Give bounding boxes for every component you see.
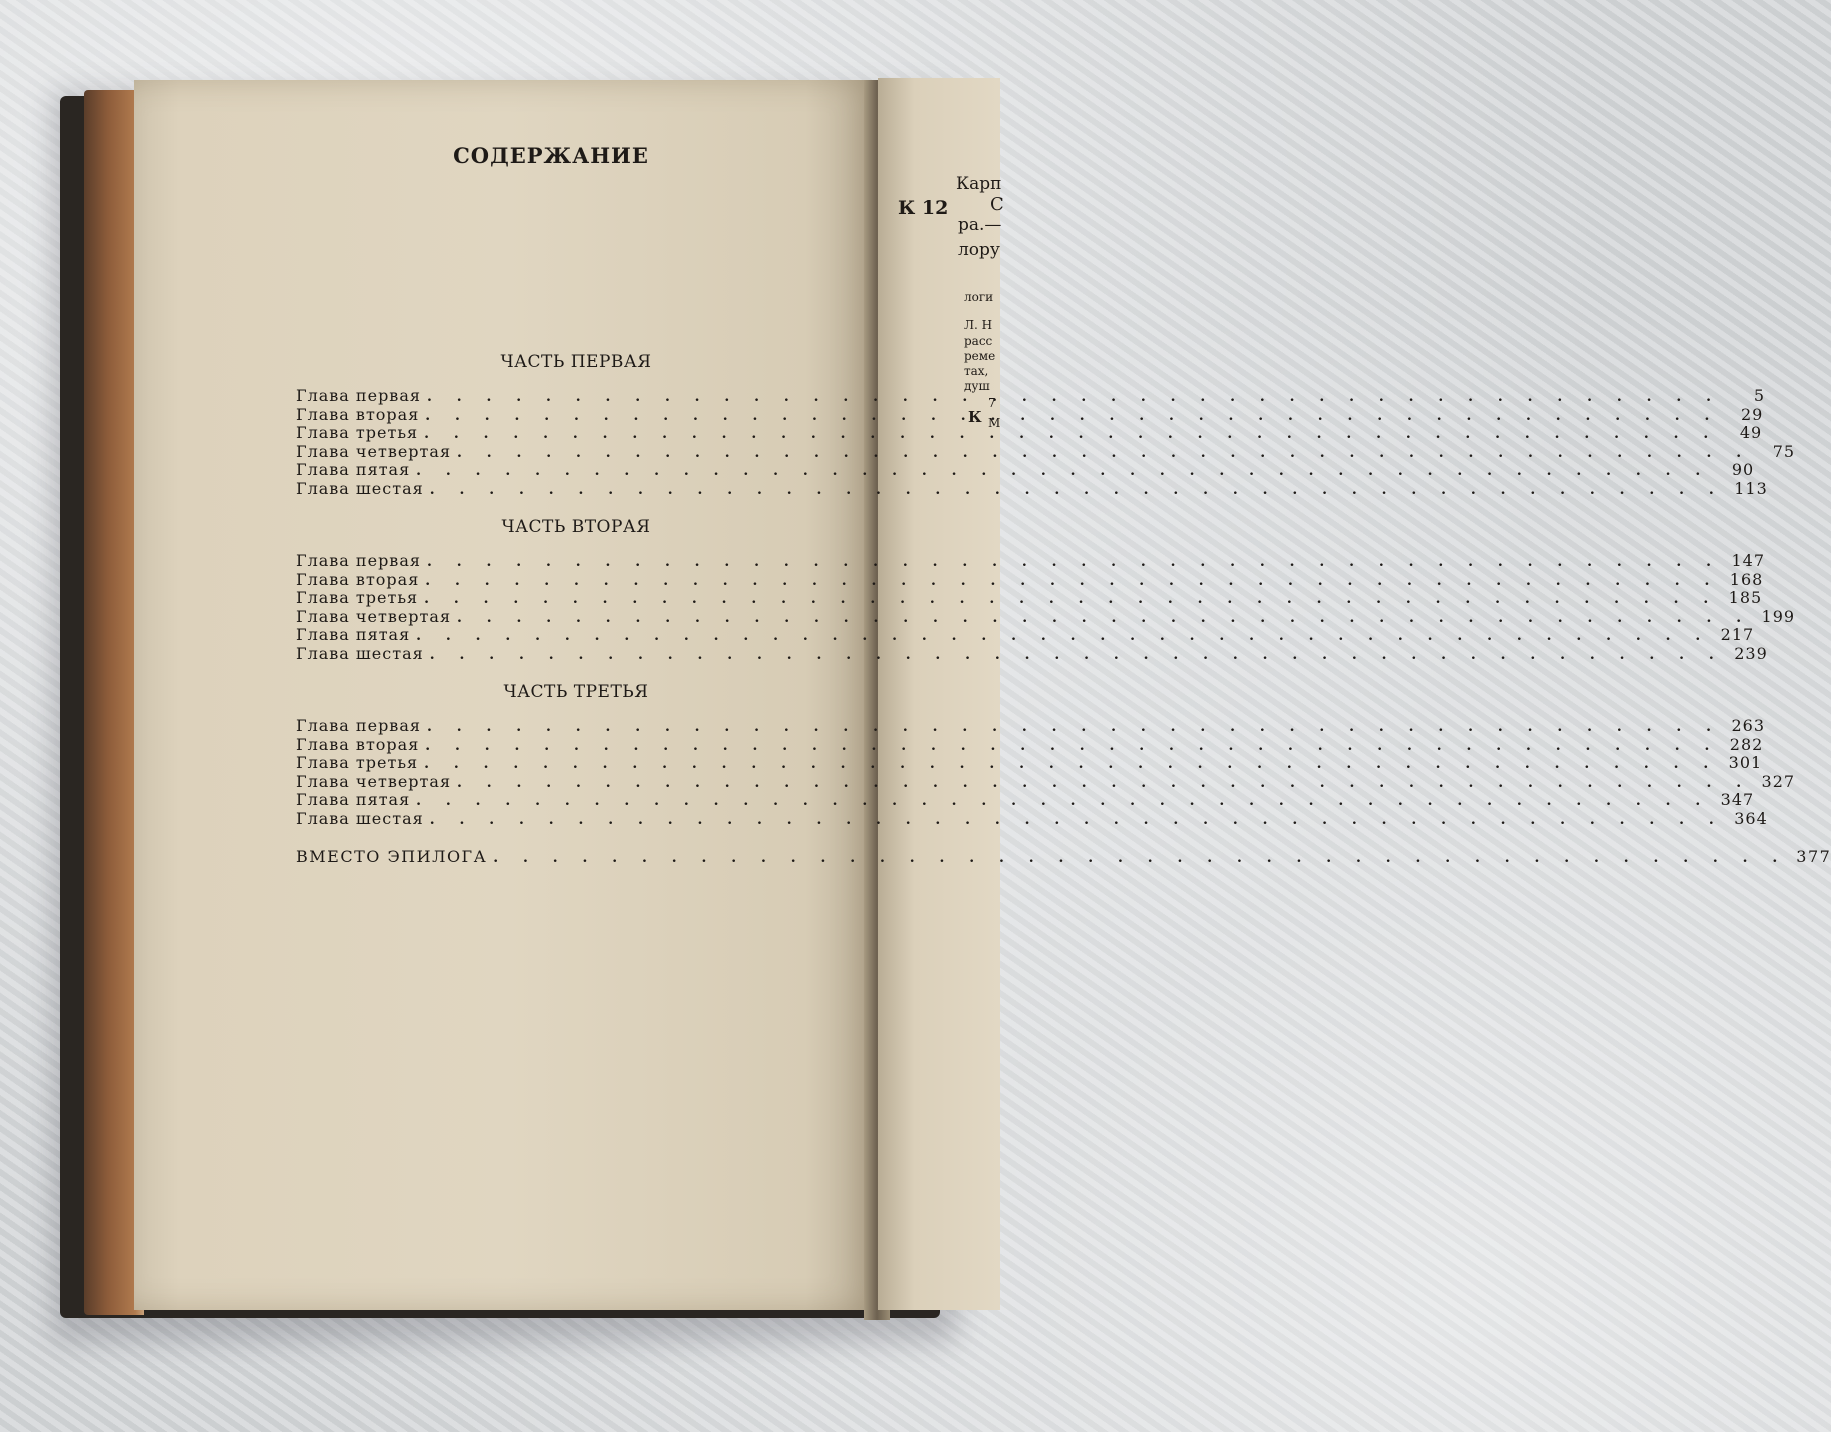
part-title: ЧАСТЬ ТРЕТЬЯ [503, 682, 649, 702]
chapter-label: Глава третья [296, 588, 419, 607]
toc-part-2 [296, 517, 1796, 663]
dot-leader [457, 775, 1751, 791]
page-number: 113 [1734, 478, 1768, 498]
toc-part-3 [296, 682, 1796, 828]
dot-leader [416, 628, 1710, 644]
right-page-fragment: 7 [988, 396, 996, 410]
toc-entry [296, 734, 1764, 754]
right-page-code: К 12 [898, 197, 949, 219]
toc-entry [296, 460, 1755, 479]
chapter-label: Глава четвертая [296, 771, 452, 791]
dot-leader [425, 573, 1719, 589]
page-number: 327 [1761, 771, 1796, 791]
dot-leader [425, 738, 1719, 754]
page-number: 301 [1728, 753, 1763, 772]
chapter-label: Глава первая [296, 716, 421, 735]
chapter-label: Глава вторая [296, 734, 420, 754]
part-title: ЧАСТЬ ВТОРАЯ [501, 517, 651, 537]
toc-entry [296, 588, 1763, 607]
page-number: 29 [1740, 404, 1764, 424]
right-page-fragment: Карп [956, 174, 1002, 194]
contents-heading: СОДЕРЖАНИЕ [453, 143, 649, 168]
chapter-label: Глава шестая [296, 643, 424, 663]
toc-epilogue [296, 847, 1831, 866]
dot-leader [416, 793, 1710, 809]
chapter-label: Глава первая [296, 551, 421, 570]
page-number: 147 [1731, 551, 1765, 570]
toc-entry [296, 716, 1765, 735]
page-number: 347 [1720, 790, 1755, 809]
page-number: 217 [1720, 625, 1755, 644]
dot-leader [457, 445, 1751, 461]
chapter-label: Глава третья [296, 753, 419, 772]
page-number: 90 [1731, 460, 1755, 479]
chapter-label: Глава пятая [296, 790, 411, 809]
toc-entry [296, 847, 1831, 866]
dot-leader [424, 756, 1718, 772]
toc-entry [296, 404, 1764, 424]
toc-entry [296, 771, 1796, 791]
page-number: 5 [1753, 386, 1765, 405]
dot-leader [493, 850, 1787, 866]
dot-leader [424, 426, 1718, 442]
dot-leader [430, 482, 1724, 498]
right-page-fragment: расс [964, 334, 993, 348]
dot-leader [457, 610, 1751, 626]
chapter-label: Глава шестая [296, 808, 424, 828]
toc-entry [296, 753, 1763, 772]
toc-entry [296, 643, 1768, 663]
page-number: 282 [1729, 734, 1764, 754]
right-page-fragment: логи [964, 290, 994, 304]
dot-leader [424, 591, 1718, 607]
page-number: 377 [1796, 847, 1831, 866]
page-number: 168 [1729, 569, 1764, 589]
dot-leader [416, 463, 1710, 479]
toc-entry [296, 551, 1765, 570]
toc-entry [296, 606, 1796, 626]
page-number: 185 [1728, 588, 1763, 607]
right-page-fragment: тах, [964, 364, 989, 378]
chapter-label: Глава четвертая [296, 441, 452, 461]
toc-entry [296, 790, 1755, 809]
right-page-fragment: реме [964, 349, 996, 363]
page-number: 239 [1734, 643, 1768, 663]
right-page-fragment: душ [964, 379, 990, 393]
dot-leader [427, 389, 1721, 405]
right-page-fragment: К [968, 408, 982, 426]
chapter-label: Глава пятая [296, 625, 411, 644]
dot-leader [427, 554, 1721, 570]
dot-leader [430, 812, 1724, 828]
chapter-label: Глава вторая [296, 569, 420, 589]
toc-entry [296, 478, 1768, 498]
toc-entry [296, 423, 1763, 442]
chapter-label: Глава первая [296, 386, 421, 405]
right-page-fragment: С [990, 194, 1004, 215]
chapter-label: Глава вторая [296, 404, 420, 424]
part-title: ЧАСТЬ ПЕРВАЯ [500, 352, 652, 372]
page-number: 75 [1772, 441, 1796, 461]
page-number: 49 [1739, 423, 1763, 442]
chapter-label: Глава шестая [296, 478, 424, 498]
right-page-fragment: М [988, 416, 1001, 430]
toc-entry [296, 441, 1796, 461]
chapter-label: Глава пятая [296, 460, 411, 479]
toc-entry [296, 569, 1764, 589]
dot-leader [430, 647, 1724, 663]
toc-entry [296, 625, 1755, 644]
page-number: 364 [1734, 808, 1768, 828]
right-page-fragment: лору [958, 240, 1000, 260]
right-page [878, 78, 1004, 1310]
chapter-label: Глава четвертая [296, 606, 452, 626]
epilogue-label: ВМЕСТО ЭПИЛОГА [296, 847, 488, 866]
dot-leader [425, 408, 1719, 424]
chapter-label: Глава третья [296, 423, 419, 442]
dot-leader [427, 719, 1721, 735]
right-page-fragment: Л. Н [964, 318, 993, 332]
toc-entry [296, 808, 1768, 828]
right-page-fragment: ра.— [958, 215, 1002, 235]
page-number: 263 [1731, 716, 1765, 735]
page-number: 199 [1761, 606, 1796, 626]
